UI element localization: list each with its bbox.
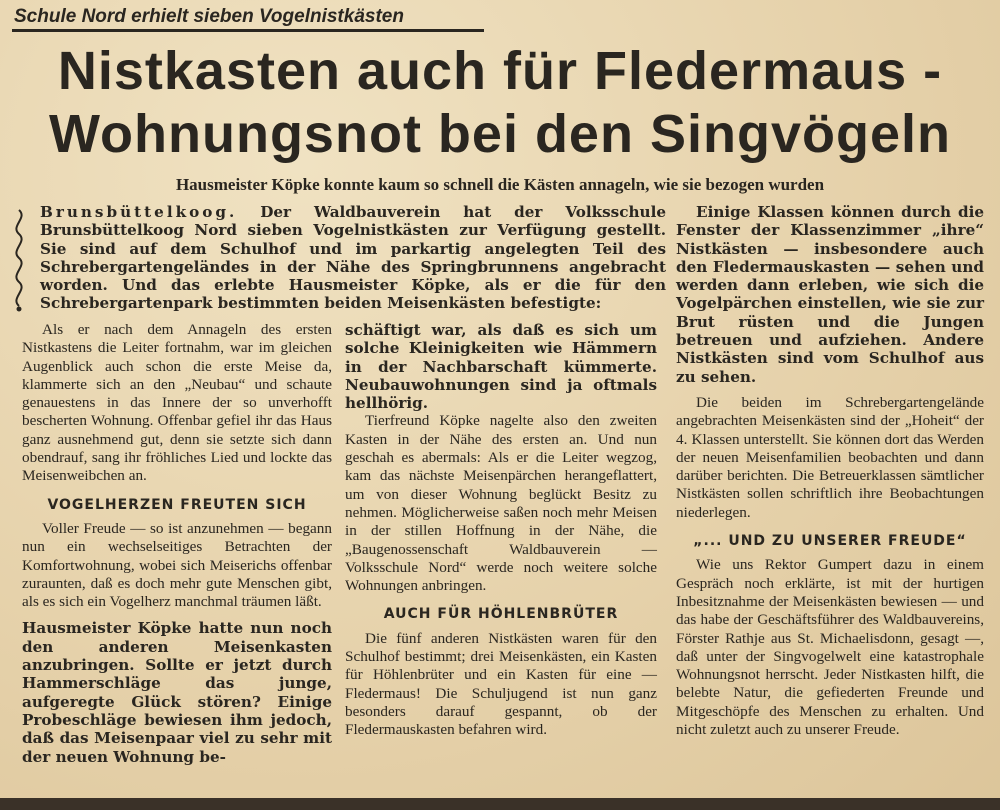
dateline: Brunsbüttelkoog. bbox=[40, 203, 238, 221]
ornament-icon bbox=[8, 208, 30, 313]
paragraph: Voller Freude — so ist anzunehmen — begann nun ein wechselseitiges Betrachten der Komfortwohnung, wobei sich Meiserichs offenbar zuraunten, daß es doch mehr gute Menschen gibt, als es sich ein Vogelherz manchmal träumen läßt. bbox=[22, 519, 332, 611]
section-heading: „... UND ZU UNSERER FREUDE“ bbox=[693, 533, 967, 550]
column-2 bbox=[345, 321, 657, 740]
paragraph-bold: Hausmeister Köpke hatte nun noch den anderen Meisenkasten anzubringen. Sollte er jetzt durch Hammerschläge das junge, aufgeregte Glück stören? Einige Probeschläge bewiesen ihm jedoch, daß das Meisenpaar viel zu sehr mit der neuen Wohnung be- bbox=[22, 619, 332, 766]
column-1 bbox=[22, 321, 332, 766]
section-heading: AUCH FÜR HÖHLENBRÜTER bbox=[383, 606, 619, 623]
paragraph: Als er nach dem Annageln des ersten Nistkastens die Leiter fortnahm, war im gleichen Augenblick auch schon die erste Meise da, klammerte sich an den „Neubau“ und schaute genauestens in das Innere der so unverhofft bescherten Wohnung. Offenbar gefiel ihr das Haus ganz ausnehmend gut, denn sie setzte sich dann obendrauf, sang ihr fröhliches Lied und lockte das Meisenweibchen an. bbox=[22, 321, 332, 485]
kicker: Schule Nord erhielt sieben Vogelnistkästen bbox=[12, 4, 484, 32]
article-intro bbox=[40, 203, 666, 313]
paragraph: Die beiden im Schrebergartengelände angebrachten Meisenkästen sind der „Hoheit“ der 4. Klassen unterstellt. Sie können dort das Werden der neuen Meisenfamilien beobachten und dann darüber berichten. Die Betreuerklassen sämtlicher Nistkästen sollen schriftlich ihre Beobachtungen niederlegen. bbox=[676, 393, 984, 521]
paragraph-bold: Einige Klassen können durch die Fenster der Klassenzimmer „ihre“ Nistkästen — insbesondere auch den Fledermauskasten — sehen und werden dann erleben, wie sich die Vogelpärchen einstellen, wie sie zur Brut rüsten und die Jungen betreuen und aufziehen. Andere Nistkästen sind vom Schulhof aus zu sehen. bbox=[676, 203, 984, 386]
paragraph: Tierfreund Köpke nagelte also den zweiten Kasten in der Nähe des ersten an. Und nun geschah es abermals: Als er die Leiter wegzog, kam das nächste Meisenpärchen herangeflattert, um von dieser Wohnung beglückt Besitz zu nehmen. Möglicherweise saßen noch mehr Meisen in der stillen Hoffnung in der Nähe, die „Baugenossenschaft Waldbauverein — Volksschule Nord“ werde noch weitere solche Wohnungen anbringen. bbox=[345, 412, 657, 595]
headline-line-1: Nistkasten auch für Fledermaus - bbox=[57, 41, 943, 101]
paragraph: Wie uns Rektor Gumpert dazu in einem Gespräch noch erklärte, ist mit der hurtigen Inbesitznahme der Meisenkästen bewiesen — und das habe der Geschäftsführer des Waldbauvereins, Förster Rathje aus St. Michaelisdonn, gesagt —, daß unter der Singvogelwelt eine katastrophale Wohnungsnot herrscht. Jeder Nistkasten hilft, die belebte Natur, die gefiederten Freunde und Mitgeschöpfe des Menschen zu erhalten. Und nicht zuletzt auch zu unserer Freude. bbox=[676, 556, 984, 739]
subheadline: Hausmeister Köpke konnte kaum so schnell die Kästen annageln, wie sie bezogen wurden bbox=[175, 175, 825, 194]
bottom-edge bbox=[0, 798, 1000, 810]
column-3 bbox=[676, 203, 984, 739]
paragraph-bold: schäftigt war, als daß es sich um solche Kleinigkeiten wie Hämmern in der Nachbarschaft kümmerte. Neubauwohnungen sind ja oftmals hellhörig. bbox=[345, 321, 657, 413]
section-heading: VOGELHERZEN FREUTEN SICH bbox=[47, 496, 307, 513]
paragraph: Die fünf anderen Nistkästen waren für den Schulhof bestimmt; drei Meisenkästen, ein Kasten für Höhlenbrüter und ein Kasten für eine — Fledermaus! Die Schuljugend ist nun ganz besonders darauf gespannt, ob der Fledermauskasten befahren wird. bbox=[345, 629, 657, 739]
headline-line-2: Wohnungsnot bei den Singvögeln bbox=[49, 104, 951, 164]
intro-text: Der Waldbauverein hat der Volksschule Brunsbüttelkoog Nord sieben Vogelnistkästen zur Verfügung gestellt. Sie sind auf dem Schulhof und im parkartig angelegten Teil des Schrebergartengeländes in der Nähe des Springbrunnens angebracht worden. Und das erlebte Hausmeister Köpke, als er die für den Schrebergartenpark bestimmten beiden Meisenkästen befestigte: bbox=[40, 203, 666, 313]
